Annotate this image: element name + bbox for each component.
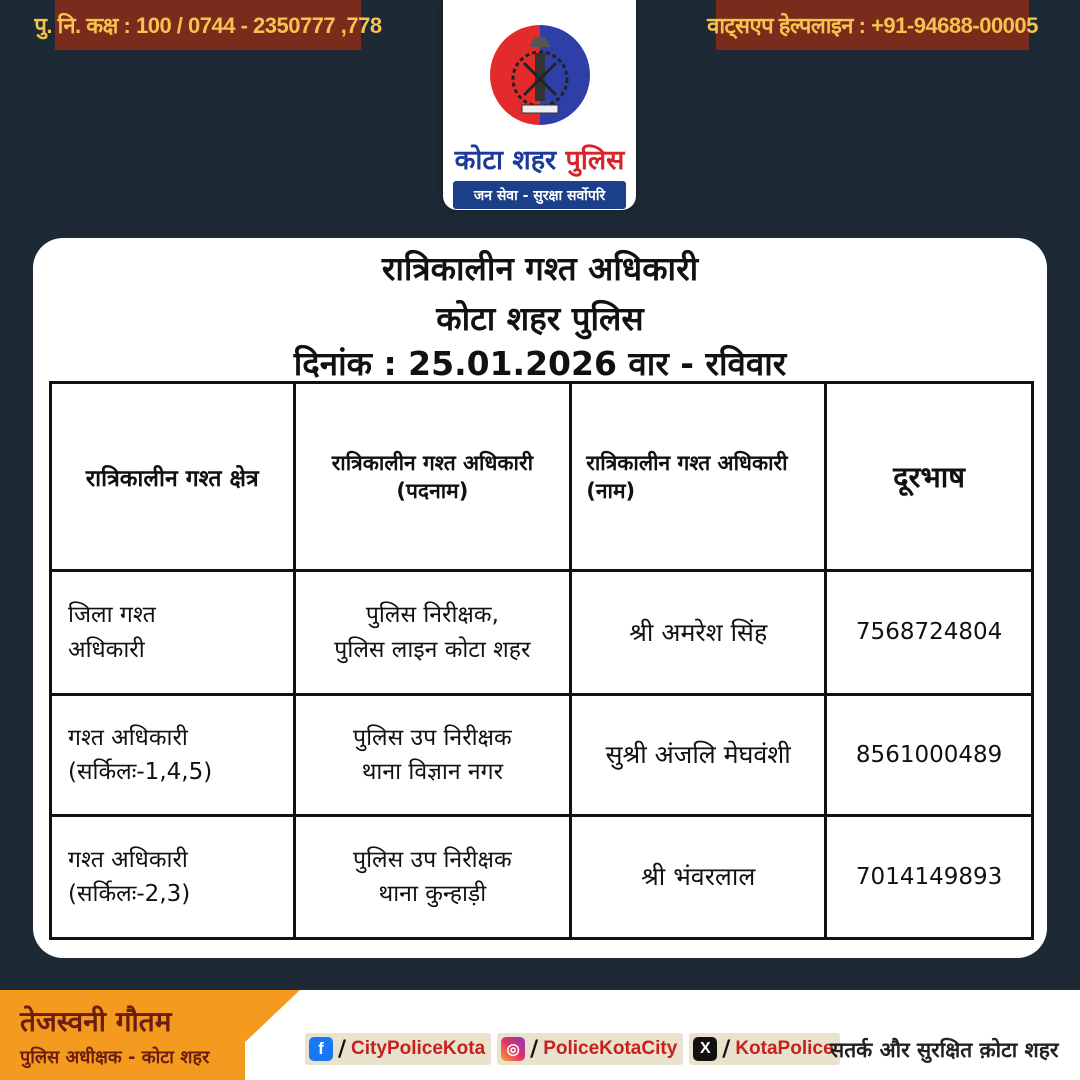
table-header-row xyxy=(51,383,1033,571)
desig-line2: पुलिस लाइन कोटा शहर xyxy=(334,636,531,663)
desig-line2: थाना विज्ञान नगर xyxy=(361,759,504,785)
cell-name: श्री अमरेश सिंह xyxy=(571,571,826,695)
cell-area xyxy=(51,695,295,816)
area-line1: गश्त अधिकारी xyxy=(68,724,188,751)
area-line2: (सर्किलः-1,4,5) xyxy=(68,759,213,785)
header-name: रात्रिकालीन गश्त अधिकारी (नाम) xyxy=(571,383,826,571)
facebook-link[interactable] xyxy=(305,1033,491,1065)
card-title: रात्रिकालीन गश्त अधिकारी xyxy=(381,249,699,288)
area-line2: अधिकारी xyxy=(68,636,145,663)
cell-phone: 7568724804 xyxy=(826,571,1033,695)
table-row xyxy=(51,571,1033,695)
logo-tagline: जन सेवा - सुरक्षा सर्वोपरि xyxy=(453,181,626,209)
cell-area xyxy=(51,816,295,939)
slash-separator: / xyxy=(722,1036,731,1062)
x-link[interactable] xyxy=(689,1033,839,1065)
kota-police-logo xyxy=(443,0,636,210)
cell-designation xyxy=(294,695,571,816)
card-subtitle: कोटा शहर पुलिस xyxy=(436,299,644,338)
logo-name-part1: कोटा शहर xyxy=(454,145,566,176)
cell-name: श्री भंवरलाल xyxy=(571,816,826,939)
logo-name xyxy=(443,140,636,177)
cell-phone: 7014149893 xyxy=(826,816,1033,939)
table-row xyxy=(51,695,1033,816)
x-icon: X xyxy=(693,1037,717,1061)
cell-name: सुश्री अंजलि मेघवंशी xyxy=(571,695,826,816)
footer-tagline: सतर्क और सुरक्षित क़ोटा शहर xyxy=(830,1038,1059,1062)
desig-line2: थाना कुन्हाड़ी xyxy=(378,881,487,907)
facebook-handle: CityPoliceKota xyxy=(351,1038,486,1059)
instagram-link[interactable] xyxy=(497,1033,683,1065)
slash-separator: / xyxy=(338,1036,347,1062)
desig-line1: पुलिस उप निरीक्षक xyxy=(353,846,512,873)
slash-separator: / xyxy=(530,1036,539,1062)
header-phone: दूरभाष xyxy=(826,383,1033,571)
instagram-icon: ◎ xyxy=(501,1037,525,1061)
area-line1: जिला गश्त xyxy=(68,602,156,628)
whatsapp-helpline-badge: वाट्सएप हेल्पलाइन : +91-94688-00005 xyxy=(716,0,1029,50)
cell-phone: 8561000489 xyxy=(826,695,1033,816)
desig-line1: पुलिस उप निरीक्षक xyxy=(353,724,512,751)
roster-card xyxy=(33,238,1047,958)
header-designation: रात्रिकालीन गश्त अधिकारी (पदनाम) xyxy=(294,383,571,571)
instagram-handle: PoliceKotaCity xyxy=(543,1038,678,1059)
facebook-icon: f xyxy=(309,1037,333,1061)
footer-orange-tail xyxy=(205,990,300,1080)
cell-designation xyxy=(294,571,571,695)
x-handle: KotaPolice xyxy=(735,1038,834,1059)
header-area: रात्रिकालीन गश्त क्षेत्र xyxy=(51,383,295,571)
cell-designation xyxy=(294,816,571,939)
patrol-officer-table xyxy=(49,381,1034,940)
sp-designation: पुलिस अधीक्षक - कोटा शहर xyxy=(20,1047,210,1068)
police-emblem-icon xyxy=(488,23,592,127)
social-links xyxy=(305,1033,840,1065)
desig-line1: पुलिस निरीक्षक, xyxy=(365,602,499,628)
cell-area xyxy=(51,571,295,695)
sp-name: तेजस्वनी गौतम xyxy=(20,1005,172,1038)
footer-bar xyxy=(0,990,1080,1080)
area-line1: गश्त अधिकारी xyxy=(68,846,188,873)
control-room-badge: पु. नि. कक्ष : 100 / 0744 - 2350777 ,778 xyxy=(55,0,361,50)
table-row xyxy=(51,816,1033,939)
logo-name-part2: पुलिस xyxy=(565,145,625,176)
area-line2: (सर्किलः-2,3) xyxy=(68,881,191,907)
card-date: दिनांक : 25.01.2026 वार - रविवार xyxy=(293,344,787,383)
